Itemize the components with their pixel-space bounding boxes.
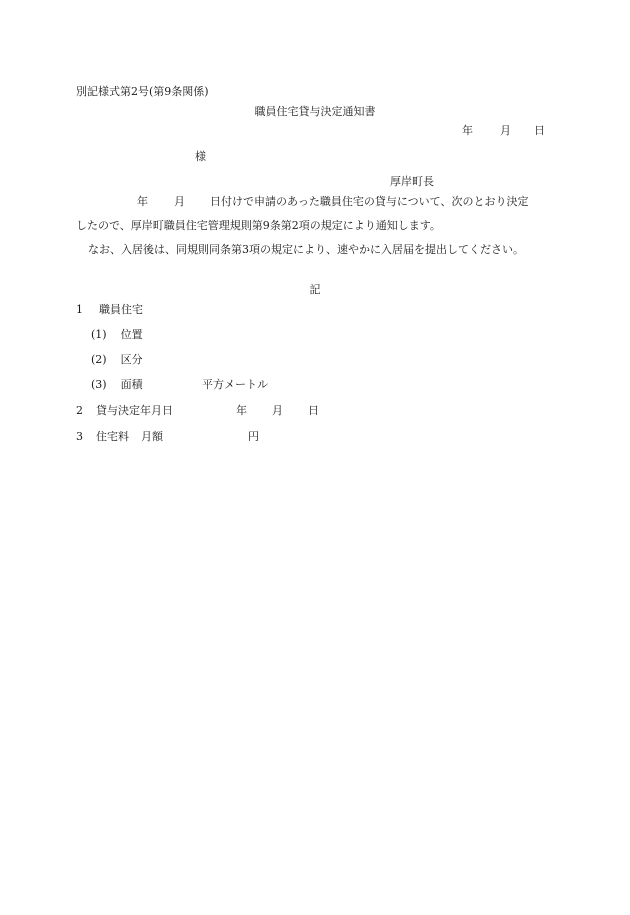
item-1-2 [91, 353, 143, 367]
item-3-label: 住宅料 [96, 430, 129, 443]
body-paragraph-2: なお、入居後は、同規則同条第3項の規定により、速やかに入居届を提出してください。 [88, 243, 524, 256]
item-1-3-number: (3) [91, 378, 107, 391]
loan-date-year: 年 [236, 404, 247, 417]
addressee-honorific: 様 [195, 150, 206, 163]
item-1 [76, 303, 143, 317]
item-1-1 [91, 328, 143, 342]
loan-date-day: 日 [308, 404, 319, 417]
rent-unit: 円 [248, 430, 259, 443]
item-3-number: 3 [76, 430, 83, 443]
body-paragraph-1-line-2: したので、厚岸町職員住宅管理規則第9条第2項の規定により通知します。 [76, 219, 441, 232]
item-1-3-label: 面積 [120, 378, 143, 391]
item-3 [76, 430, 163, 444]
issue-date-month: 月 [500, 124, 511, 137]
item-3-sublabel: 月額 [141, 430, 163, 443]
issue-date-day: 日 [534, 124, 545, 137]
item-1-1-number: (1) [91, 328, 107, 341]
item-2-label: 貸与決定年月日 [96, 404, 173, 417]
application-date-year: 年 [137, 195, 148, 208]
form-label: 別記様式第2号(第9条関係) [76, 85, 209, 98]
loan-date-month: 月 [272, 404, 283, 417]
item-1-2-number: (2) [91, 353, 107, 366]
item-2 [76, 404, 173, 418]
issue-date-year: 年 [462, 124, 473, 137]
body-paragraph-1-text: 日付けで申請のあった職員住宅の貸与について、次のとおり決定 [210, 195, 529, 208]
item-1-label: 職員住宅 [99, 303, 143, 316]
item-2-number: 2 [76, 404, 83, 417]
item-1-3 [91, 378, 143, 392]
item-1-number: 1 [76, 303, 83, 316]
record-heading: 記 [309, 283, 321, 296]
application-date-month: 月 [174, 195, 185, 208]
item-1-1-label: 位置 [120, 328, 143, 341]
item-1-2-label: 区分 [120, 353, 143, 366]
document-title: 職員住宅貸与決定通知書 [254, 105, 376, 118]
area-unit: 平方メートル [202, 378, 268, 391]
issuer-name: 厚岸町長 [390, 175, 434, 188]
